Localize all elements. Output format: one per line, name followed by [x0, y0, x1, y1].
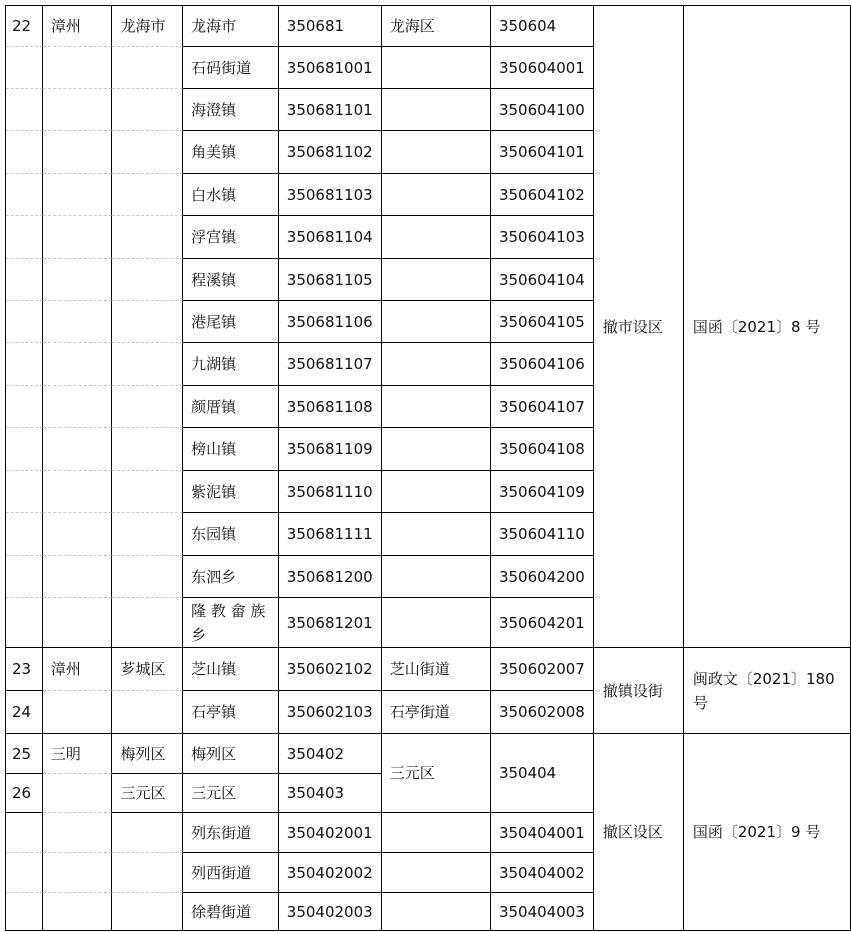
- old-name-cell: 白水镇: [183, 174, 279, 216]
- county-cell: [112, 343, 183, 386]
- row-number-cell: [6, 598, 43, 648]
- new-code-cell: 350604108: [491, 428, 594, 471]
- city-cell: [43, 386, 113, 428]
- old-name-cell: 石亭镇: [183, 691, 279, 734]
- city-cell: [43, 301, 113, 343]
- old-code-cell: 350681105: [279, 259, 382, 301]
- old-name-cell: 浮宫镇: [183, 216, 279, 259]
- old-code-cell: 350681201: [279, 598, 382, 648]
- new-name-cell: 三元区: [382, 734, 491, 813]
- row-number-cell: 22: [6, 6, 43, 47]
- city-cell: [43, 89, 113, 131]
- table-row: [6, 734, 851, 774]
- city-cell: [43, 774, 113, 813]
- old-code-cell: 350681106: [279, 301, 382, 343]
- new-code-cell: 350604001: [491, 47, 594, 89]
- new-code-cell: 350604: [491, 6, 594, 47]
- new-name-cell: [382, 259, 491, 301]
- new-name-cell: [382, 216, 491, 259]
- old-name-cell: 徐碧街道: [183, 893, 279, 931]
- new-code-cell: 350602007: [491, 648, 594, 691]
- row-number-cell: [6, 131, 43, 174]
- new-name-cell: [382, 853, 491, 893]
- approval-doc-cell: 国函〔2021〕9 号: [684, 734, 851, 931]
- new-code-cell: 350604100: [491, 89, 594, 131]
- old-code-cell: 350681110: [279, 471, 382, 513]
- old-code-cell: 350402001: [279, 813, 382, 853]
- old-code-cell: 350402003: [279, 893, 382, 931]
- row-number-cell: [6, 513, 43, 556]
- county-cell: [112, 174, 183, 216]
- new-name-cell: [382, 386, 491, 428]
- county-cell: [112, 853, 183, 893]
- old-name-cell: 紫泥镇: [183, 471, 279, 513]
- new-code-cell: 350602008: [491, 691, 594, 734]
- city-cell: [43, 598, 113, 648]
- row-number-cell: [6, 174, 43, 216]
- new-code-cell: 350604110: [491, 513, 594, 556]
- new-code-cell: 350604105: [491, 301, 594, 343]
- row-number-cell: [6, 853, 43, 893]
- row-number-cell: [6, 556, 43, 598]
- row-number-cell: [6, 89, 43, 131]
- new-code-cell: 350604200: [491, 556, 594, 598]
- new-code-cell: 350604106: [491, 343, 594, 386]
- city-cell: [43, 556, 113, 598]
- county-cell: [112, 598, 183, 648]
- new-name-cell: [382, 813, 491, 853]
- old-name-cell: 东园镇: [183, 513, 279, 556]
- approval-doc-cell: 闽政文〔2021〕180 号: [684, 648, 851, 734]
- new-name-cell: 石亭街道: [382, 691, 491, 734]
- old-code-cell: 350681: [279, 6, 382, 47]
- new-code-cell: 350404001: [491, 813, 594, 853]
- county-cell: [112, 301, 183, 343]
- new-name-cell: [382, 131, 491, 174]
- new-name-cell: [382, 471, 491, 513]
- old-code-cell: 350602102: [279, 648, 382, 691]
- new-name-cell: [382, 598, 491, 648]
- row-number-cell: [6, 47, 43, 89]
- county-cell: [112, 691, 183, 734]
- new-name-cell: [382, 428, 491, 471]
- old-code-cell: 350681101: [279, 89, 382, 131]
- old-name-cell: 石码街道: [183, 47, 279, 89]
- county-cell: [112, 428, 183, 471]
- new-code-cell: 350404003: [491, 893, 594, 931]
- old-name-cell: 芝山镇: [183, 648, 279, 691]
- row-number-cell: [6, 471, 43, 513]
- old-code-cell: 350681200: [279, 556, 382, 598]
- old-name-cell: 列东街道: [183, 813, 279, 853]
- new-name-cell: 芝山街道: [382, 648, 491, 691]
- county-cell: [112, 131, 183, 174]
- county-cell: [112, 813, 183, 853]
- row-number-cell: [6, 428, 43, 471]
- county-cell: [112, 471, 183, 513]
- city-cell: [43, 893, 113, 931]
- old-code-cell: 350681111: [279, 513, 382, 556]
- new-code-cell: 350604104: [491, 259, 594, 301]
- new-name-cell: [382, 343, 491, 386]
- new-code-cell: 350404: [491, 734, 594, 813]
- row-number-cell: [6, 301, 43, 343]
- old-name-cell: 隆 教 畲 族 乡: [183, 598, 279, 648]
- county-cell: [112, 47, 183, 89]
- old-code-cell: 350681103: [279, 174, 382, 216]
- old-code-cell: 350681109: [279, 428, 382, 471]
- old-code-cell: 350681001: [279, 47, 382, 89]
- new-name-cell: [382, 513, 491, 556]
- old-code-cell: 350681104: [279, 216, 382, 259]
- row-number-cell: [6, 813, 43, 853]
- old-name-cell: 梅列区: [183, 734, 279, 774]
- county-cell: 芗城区: [112, 648, 183, 691]
- city-cell: [43, 428, 113, 471]
- new-code-cell: 350604201: [491, 598, 594, 648]
- old-name-cell: 三元区: [183, 774, 279, 813]
- old-code-cell: 350681107: [279, 343, 382, 386]
- row-number-cell: [6, 893, 43, 931]
- city-cell: [43, 471, 113, 513]
- approval-doc-cell: 国函〔2021〕8 号: [684, 6, 851, 648]
- old-code-cell: 350402002: [279, 853, 382, 893]
- city-cell: [43, 174, 113, 216]
- old-name-cell: 东泗乡: [183, 556, 279, 598]
- row-number-cell: 23: [6, 648, 43, 691]
- city-cell: [43, 513, 113, 556]
- division-change-table: [5, 5, 851, 931]
- table-row: [6, 648, 851, 691]
- old-code-cell: 350403: [279, 774, 382, 813]
- old-name-cell: 角美镇: [183, 131, 279, 174]
- city-cell: 漳州: [43, 648, 113, 691]
- row-number-cell: [6, 259, 43, 301]
- city-cell: [43, 131, 113, 174]
- change-type-cell: 撤区设区: [594, 734, 684, 931]
- new-code-cell: 350604107: [491, 386, 594, 428]
- old-name-cell: 颜厝镇: [183, 386, 279, 428]
- old-name-cell: 列西街道: [183, 853, 279, 893]
- city-cell: [43, 259, 113, 301]
- row-number-cell: [6, 216, 43, 259]
- new-name-cell: 龙海区: [382, 6, 491, 47]
- new-name-cell: [382, 174, 491, 216]
- change-type-cell: 撤镇设街: [594, 648, 684, 734]
- new-name-cell: [382, 89, 491, 131]
- old-name-cell: 榜山镇: [183, 428, 279, 471]
- table-row: [6, 6, 851, 47]
- county-cell: [112, 259, 183, 301]
- new-name-cell: [382, 47, 491, 89]
- new-code-cell: 350604101: [491, 131, 594, 174]
- county-cell: [112, 386, 183, 428]
- old-code-cell: 350602103: [279, 691, 382, 734]
- old-name-cell: 九湖镇: [183, 343, 279, 386]
- new-name-cell: [382, 301, 491, 343]
- county-cell: [112, 893, 183, 931]
- row-number-cell: [6, 343, 43, 386]
- row-number-cell: 26: [6, 774, 43, 813]
- new-name-cell: [382, 893, 491, 931]
- row-number-cell: [6, 386, 43, 428]
- county-cell: [112, 216, 183, 259]
- old-name-cell: 龙海市: [183, 6, 279, 47]
- new-code-cell: 350604109: [491, 471, 594, 513]
- county-cell: 龙海市: [112, 6, 183, 47]
- city-cell: 三明: [43, 734, 113, 774]
- city-cell: [43, 343, 113, 386]
- old-code-cell: 350681102: [279, 131, 382, 174]
- city-cell: [43, 216, 113, 259]
- new-code-cell: 350604102: [491, 174, 594, 216]
- county-cell: 三元区: [112, 774, 183, 813]
- city-cell: [43, 691, 113, 734]
- county-cell: [112, 556, 183, 598]
- old-name-cell: 港尾镇: [183, 301, 279, 343]
- old-name-cell: 海澄镇: [183, 89, 279, 131]
- city-cell: [43, 853, 113, 893]
- change-type-cell: 撤市设区: [594, 6, 684, 648]
- row-number-cell: 25: [6, 734, 43, 774]
- row-number-cell: 24: [6, 691, 43, 734]
- new-code-cell: 350404002: [491, 853, 594, 893]
- old-code-cell: 350681108: [279, 386, 382, 428]
- table-body: [6, 6, 851, 931]
- city-cell: [43, 813, 113, 853]
- county-cell: [112, 89, 183, 131]
- old-name-cell: 程溪镇: [183, 259, 279, 301]
- county-cell: [112, 513, 183, 556]
- city-cell: 漳州: [43, 6, 113, 47]
- old-code-cell: 350402: [279, 734, 382, 774]
- county-cell: 梅列区: [112, 734, 183, 774]
- city-cell: [43, 47, 113, 89]
- new-name-cell: [382, 556, 491, 598]
- new-code-cell: 350604103: [491, 216, 594, 259]
